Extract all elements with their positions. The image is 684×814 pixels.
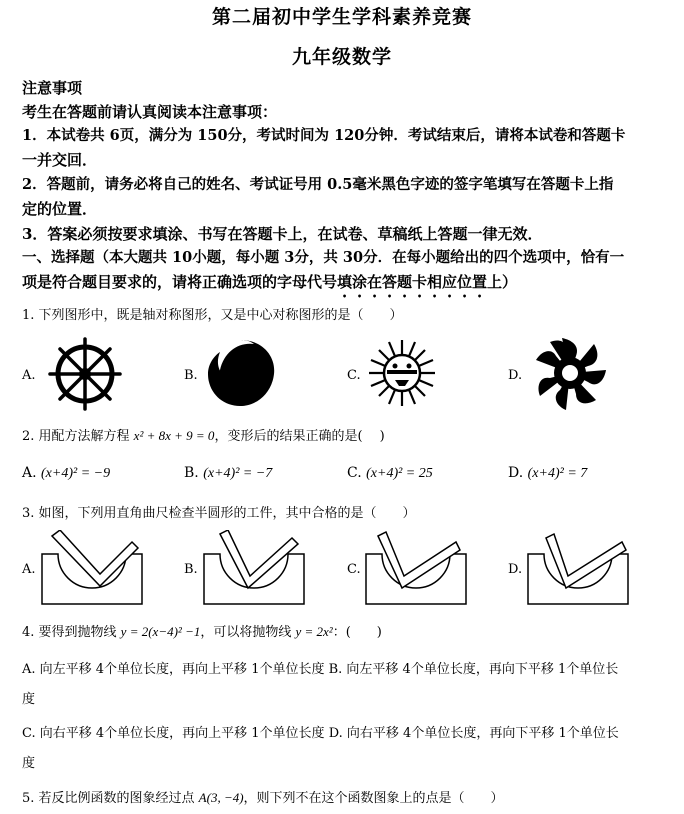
notice-item-1-cont: 一并交回． xyxy=(22,151,98,169)
q4-option-b: B. 向左平移 4个单位长度，再向下平移 1个单位长 xyxy=(328,662,619,677)
section-heading-emphasis: 填涂在答题卡相应位置 xyxy=(337,273,488,291)
q2-stem-end: ，变形后的结果正确的是( ) xyxy=(214,429,385,444)
section-heading-end: 上） xyxy=(487,273,518,291)
q4-stem-mid: ，可以将抛物线 xyxy=(200,625,296,640)
q4-option-a: A. 向左平移 4个单位长度，再向上平移 1个单位长度 xyxy=(22,662,325,677)
q4-equation-1: y = 2(x−4)² −1 xyxy=(120,624,201,639)
set-square-check-a-figure xyxy=(40,530,144,606)
notice-heading: 注意事项 xyxy=(22,79,83,97)
q3-option-d-label: D. xyxy=(508,562,523,577)
q4-option-d: D. 向右平移 4个单位长度，再向下平移 1个单位长 xyxy=(328,726,619,741)
q5-stem xyxy=(22,788,672,809)
q4-option-b-tail: 度 xyxy=(22,692,36,707)
set-square-check-c-figure xyxy=(364,530,468,606)
ship-wheel-figure xyxy=(46,335,124,413)
q2-option-c-label: C. xyxy=(347,465,362,481)
q5-stem-end: ，则下列不在这个函数图象上的点是（ ） xyxy=(243,791,504,806)
q1-stem: 1. 下列图形中，既是轴对称图形，又是中心对称图形的是（ ） xyxy=(22,308,403,323)
notice-item-2: 2．答题前，请务必将自己的姓名、考试证号用 0.5毫米黑色字迹的签字笔填写在答题卡上指 xyxy=(22,176,614,193)
q2-stem xyxy=(22,426,672,447)
q4-options-cd xyxy=(22,724,672,744)
exam-title: 第二届初中学生学科素养竞赛 xyxy=(211,6,472,28)
section-heading-cont xyxy=(22,270,672,301)
q2-option-b-expr: (x+4)² = −7 xyxy=(203,466,273,481)
q1-option-d-label: D. xyxy=(508,368,523,383)
q3-option-b-label: B. xyxy=(184,562,198,577)
q4-stem-end: ：( ) xyxy=(332,625,382,640)
q2-option-c xyxy=(347,465,433,482)
notice-item-2-cont: 定的位置． xyxy=(22,200,98,218)
q2-equation: x² + 8x + 9 = 0 xyxy=(133,428,215,443)
q4-equation-2: y = 2x² xyxy=(295,624,333,639)
q2-option-a-label: A. xyxy=(22,465,37,481)
q2-option-d-label: D. xyxy=(508,465,524,481)
q2-option-d xyxy=(508,465,587,482)
pinwheel-figure xyxy=(532,334,608,412)
q2-option-b xyxy=(184,465,272,482)
q5-point: A(3, −4) xyxy=(198,790,244,805)
q4-stem-text: 4. 要得到抛物线 xyxy=(22,625,121,640)
q3-option-a-label: A. xyxy=(22,562,36,577)
q2-option-d-expr: (x+4)² = 7 xyxy=(527,466,588,481)
section-heading-text: 项是符合题目要求的，请将正确选项的字母代号 xyxy=(22,273,338,291)
q4-option-c: C. 向右平移 4个单位长度，再向上平移 1个单位长度 xyxy=(22,726,325,741)
swirl-figure xyxy=(204,336,278,410)
sun-face-figure xyxy=(367,338,437,408)
q4-stem xyxy=(22,622,672,643)
exam-subtitle: 九年级数学 xyxy=(291,46,392,68)
q1-option-a-label: A. xyxy=(22,368,36,383)
q3-stem: 3. 如图，下列用直角曲尺检查半圆形的工件，其中合格的是（ ） xyxy=(22,506,416,521)
q2-option-a xyxy=(22,465,110,482)
q3-option-c-label: C. xyxy=(347,562,361,577)
q5-stem-text: 5. 若反比例函数的图象经过点 xyxy=(22,791,199,806)
notice-intro: 考生在答题前请认真阅读本注意事项： xyxy=(22,103,278,121)
set-square-check-b-figure xyxy=(202,530,306,606)
q2-stem-text: 2. 用配方法解方程 xyxy=(22,429,134,444)
section-heading: 一、选择题（本大题共 10小题，每小题 3分，共 30分．在每小题给出的四个选项中，恰有一 xyxy=(22,249,625,266)
notice-item-3: 3．答案必须按要求填涂、书写在答题卡上，在试卷、草稿纸上答题一律无效． xyxy=(22,225,543,243)
notice-item-1: 1．本试卷共 6页，满分为 150分，考试时间为 120分钟．考试结束后，请将本试卷和答题卡 xyxy=(22,127,626,144)
q4-options-ab xyxy=(22,660,672,680)
q2-option-c-expr: (x+4)² = 25 xyxy=(366,466,433,481)
q2-option-b-label: B. xyxy=(184,465,199,481)
q4-option-d-tail: 度 xyxy=(22,756,36,771)
q1-option-b-label: B. xyxy=(184,368,198,383)
set-square-check-d-figure xyxy=(526,530,630,606)
q2-option-a-expr: (x+4)² = −9 xyxy=(41,466,111,481)
q1-option-c-label: C. xyxy=(347,368,361,383)
